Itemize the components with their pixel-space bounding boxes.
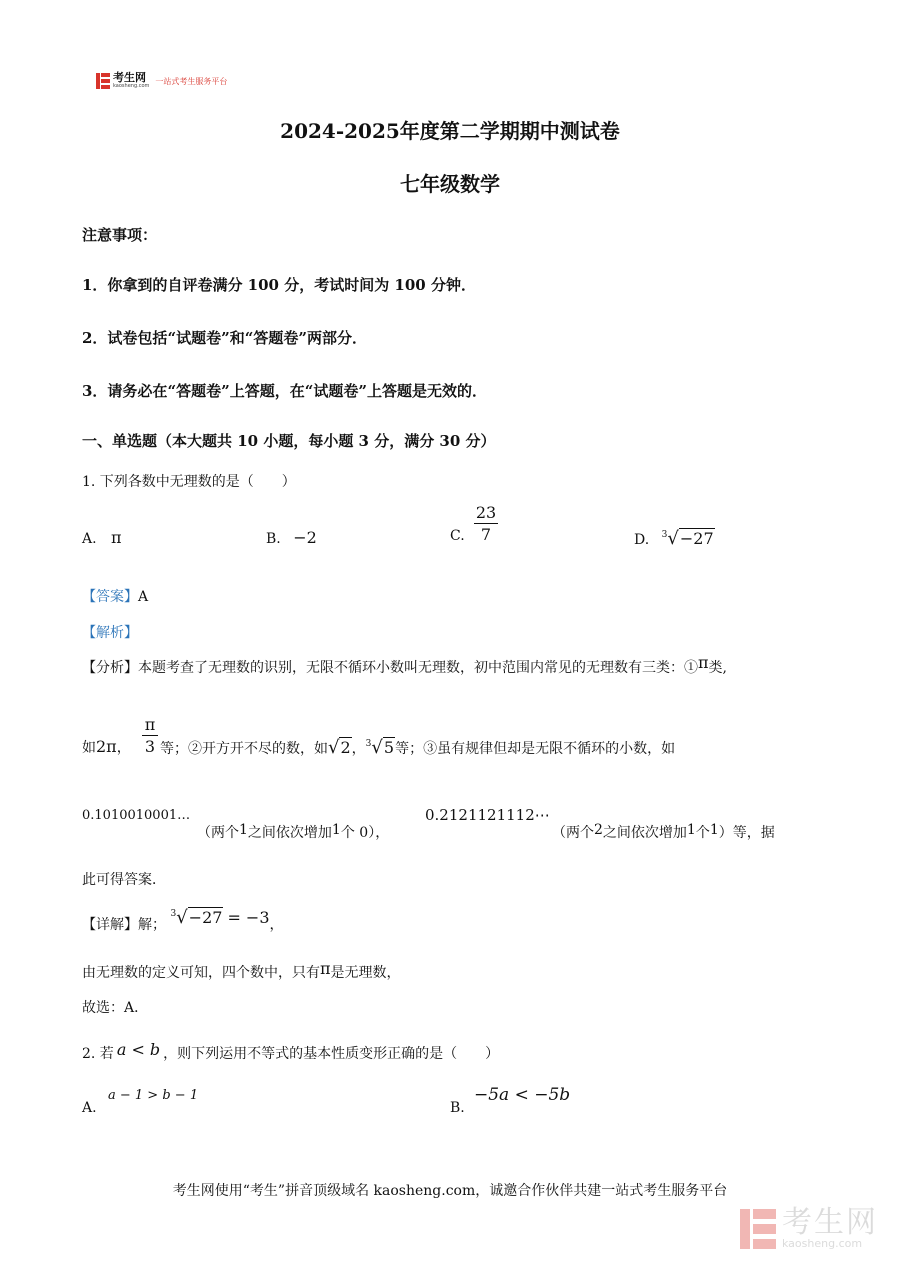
answer-line — [82, 586, 148, 606]
radicand: −27 — [679, 529, 714, 548]
option-c-fraction — [474, 503, 498, 544]
radicand: 2 — [340, 738, 351, 757]
conclusion-line — [82, 959, 401, 982]
page-subtitle: 七年级数学 — [400, 172, 500, 196]
cube-root — [662, 528, 715, 549]
math-digit: 1 — [709, 822, 719, 838]
cube-root — [366, 737, 395, 758]
text: 个 — [695, 825, 710, 841]
option-b-value: −5a < −5b — [474, 1085, 571, 1105]
math-digit: 1 — [239, 822, 248, 838]
text: 等；③虽有规律但却是无限不循环的小数，如 — [395, 741, 676, 757]
pi-symbol: π — [320, 959, 331, 978]
option-c-label: C. — [450, 528, 465, 544]
option-b-label: B. — [450, 1100, 465, 1116]
text: ， — [269, 917, 284, 933]
logo-domain: kaosheng.com — [113, 83, 150, 89]
analysis-line — [552, 822, 775, 842]
text: 之间依次增加 — [602, 825, 687, 841]
answer-tag: 【答案】 — [82, 589, 138, 605]
radical-icon: √ — [667, 528, 679, 549]
text: ，则下列运用不等式的基本性质变形正确的是（ ） — [163, 1046, 500, 1062]
fraction-bar — [142, 735, 158, 736]
analysis-line — [197, 822, 389, 842]
option-a-value: a − 1 > b − 1 — [108, 1088, 199, 1103]
answer-value: A — [138, 589, 149, 605]
header-logo — [96, 72, 227, 89]
root-index: 3 — [365, 739, 372, 749]
notice-item: 1．你拿到的自评卷满分 100 分，考试时间为 100 分钟． — [82, 276, 476, 294]
math-result: = −3 — [227, 908, 270, 927]
text: ， — [116, 740, 131, 756]
decimal-example-1: 0.1010010001… — [82, 808, 191, 823]
notice-item: 2．试卷包括“试题卷”和“答题卷”两部分． — [82, 329, 367, 347]
option-label: A. — [82, 531, 97, 547]
radicand: 5 — [383, 738, 395, 757]
fraction-numerator: π — [144, 715, 156, 734]
radical-icon: √ — [328, 737, 340, 758]
watermark-name: 考生网 — [782, 1205, 878, 1240]
notice-heading: 注意事项： — [82, 226, 158, 244]
choice-line: 故选：A． — [82, 1000, 149, 1016]
kaosheng-logo-icon — [96, 73, 110, 89]
text: 之间依次增加 — [247, 825, 332, 841]
text: 等；②开方开不尽的数，如 — [160, 741, 328, 757]
analysis-line — [160, 737, 675, 758]
watermark — [740, 1205, 878, 1250]
option-label: D. — [634, 532, 650, 548]
text: （两个 — [197, 825, 239, 841]
fraction-bar — [474, 523, 498, 524]
analysis-line — [82, 653, 727, 677]
decimal-example-2: 0.2121121112⋯ — [425, 806, 550, 824]
kaosheng-logo-icon — [740, 1209, 776, 1249]
option-value: −2 — [293, 528, 317, 547]
fraction-numerator: 23 — [475, 503, 497, 522]
page-title: 2024-2025年度第二学期期中测试卷 — [280, 119, 620, 143]
root-index: 3 — [170, 909, 177, 919]
logo-name: 考生网 — [113, 71, 146, 84]
text: 2. 若 — [82, 1046, 114, 1062]
math-digit: 2 — [594, 822, 603, 838]
watermark-domain: kaosheng.com — [782, 1237, 863, 1250]
math-digit: 1 — [686, 822, 696, 838]
fraction-denominator: 7 — [480, 525, 492, 544]
cube-root — [170, 907, 223, 928]
text: ， — [351, 741, 366, 757]
text: 解； — [138, 917, 166, 933]
radical-icon: √ — [371, 737, 383, 758]
text: 由无理数的定义可知，四个数中，只有 — [82, 965, 320, 981]
math-2pi: 2π — [96, 737, 117, 756]
question-stem: 1. 下列各数中无理数的是（ ） — [82, 474, 296, 490]
fenxi-end: 类, — [708, 660, 727, 676]
notice-item: 3．请务必在“答题卷”上答题，在“试题卷”上答题是无效的． — [82, 382, 487, 400]
math-digit: 1 — [331, 822, 341, 838]
page-footer: 考生网使用“考生”拼音顶级域名 kaosheng.com，诚邀合作伙伴共建一站式考生服务平台 — [172, 1183, 728, 1199]
option-b — [266, 528, 317, 547]
text: （两个 — [552, 825, 594, 841]
analysis-line — [82, 737, 131, 757]
detail-tag: 【详解】 — [82, 917, 138, 933]
square-root — [328, 737, 352, 758]
question-stem — [82, 1040, 500, 1063]
radical-icon: √ — [176, 907, 188, 928]
fraction-denominator: 3 — [144, 737, 156, 756]
text: 个 0）， — [340, 825, 390, 841]
fenxi-text: 本题考查了无理数的识别，无限不循环小数叫无理数，初中范围内常见的无理数有三类：① — [138, 660, 698, 676]
math-inequality: a < b — [116, 1040, 161, 1059]
logo-slogan: 一站式考生服务平台 — [155, 77, 228, 86]
text: ）等，据 — [718, 825, 775, 841]
fraction-pi-3 — [142, 715, 158, 756]
option-d — [634, 528, 715, 549]
radicand: −27 — [188, 908, 223, 927]
option-a-label: A. — [82, 1100, 97, 1116]
text: 如 — [82, 740, 96, 756]
analysis-tag: 【解析】 — [82, 625, 138, 641]
section-heading: 一、单选题（本大题共 10 小题，每小题 3 分，满分 30 分） — [82, 432, 496, 450]
text: 是无理数， — [330, 965, 401, 981]
option-label: B. — [266, 531, 281, 547]
option-a — [82, 528, 122, 547]
pi-symbol: π — [698, 653, 709, 672]
analysis-line: 此可得答案． — [82, 872, 166, 888]
option-value: π — [111, 528, 122, 547]
fenxi-tag: 【分析】 — [82, 660, 138, 676]
detail-line — [82, 907, 284, 934]
root-index: 3 — [661, 530, 668, 540]
